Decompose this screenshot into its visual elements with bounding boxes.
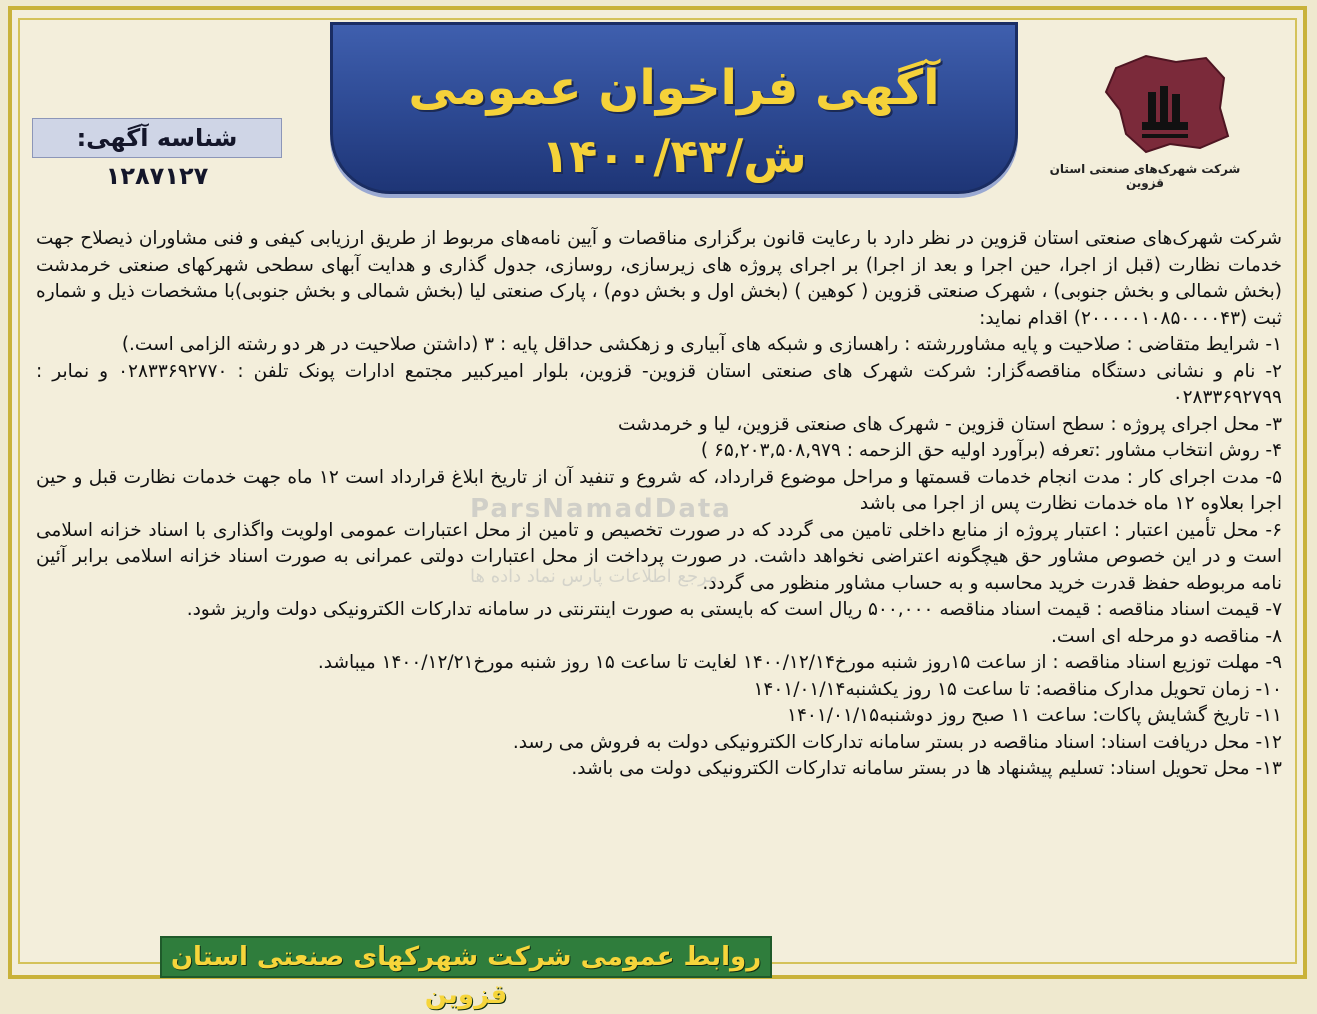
list-item: ۸- مناقصه دو مرحله ای است. <box>1050 625 1282 647</box>
list-item: ۱۰- زمان تحویل مدارک مناقصه: تا ساعت ۱۵ روز یکشنبه۱۴۰۱/۰۱/۱۴ <box>753 678 1282 700</box>
notice-body <box>36 226 1282 783</box>
watermark: ParsNamadData <box>470 494 732 524</box>
intro-paragraph: شرکت شهرک‌های صنعتی استان قزوین در نظر دارد با رعایت قانون برگزاری مناقصات و آیین نامه‌های مربوط از طریق ارزیابی کیفی و فنی مشاوران ذیصلاح جهت خدمات نظارت (قبل از اجرا، حین اجرا و بعد از اجرا) بر اجرای پروژه های زیرسازی، روسازی، جدول گذاری و هدایت آبهای سطحی شهرکهای صنعتی خرمدشت (بخش شمالی و بخش جنوبی) ، شهرک صنعتی قزوین ( کوهین ) (بخش اول و بخش دوم) ، پارک صنعتی لیا (بخش شمالی و بخش جنوبی)با مشخصات ذیل و شماره ثبت (۲۰۰۰۰۰۱۰۸۵۰۰۰۰۴۳) اقدام نماید: <box>36 228 1282 329</box>
header-banner <box>330 22 1018 194</box>
ad-id-badge: شناسه آگهی: ۱۲۸۷۱۲۷ <box>32 118 282 158</box>
company-logo <box>1040 48 1250 188</box>
iran-map-logo-icon <box>1096 48 1236 158</box>
notice-title: آگهی فراخوان عمومی <box>408 60 940 116</box>
logo-caption: شرکت شهرک‌های صنعتی استان قزوین <box>1049 162 1241 190</box>
watermark-subtext: مرجع اطلاعات پارس نماد داده ها <box>470 566 718 587</box>
list-item: ۱۲- محل دریافت اسناد: اسناد مناقصه در بستر سامانه تدارکات الکترونیکی دولت به فروش می رسد. <box>512 731 1282 753</box>
list-item: ۱- شرایط متقاضی : صلاحیت و پایه مشاوررشته : راهسازی و شبکه های آبیاری و زهکشی حداقل پایه : ۳ (داشتن صلاحیت در هر دو رشته الزامی است.) <box>121 334 1282 355</box>
notice-number: ۱۴۰۰/۴۳/ش <box>541 129 807 183</box>
list-item: ۳- محل اجرای پروژه : سطح استان قزوین - شهرک های صنعتی قزوین، لیا و خرمدشت <box>618 413 1282 435</box>
list-item: ۶- محل تأمین اعتبار : اعتبار پروژه از منابع داخلی تامین می گردد که در صورت تخصیص و تامین از محل اعتبارات عمومی اولویت واگذاری با اسناد خزانه اسلامی است و در این خصوص مشاور حق هیچگونه اعتراضی نخواهد داشت. در صورت پرداخت از محل اعتبارات دولتی عمرانی به صورت اسناد خزانه اسلامی برابر آئین نامه مربوطه حفظ قدرت خرید محاسبه و به حساب مشاور منظور می گردد. <box>36 519 1282 594</box>
list-item: ۲- نام و نشانی دستگاه مناقصه‌گزار: شرکت شهرک های صنعتی استان قزوین- قزوین، بلوار امیرکبیر مجتمع ادارات پونک تلفن : ۰۲۸۳۳۶۹۲۷۷۰ و نمابر : ۰۲۸۳۳۶۹۲۷۹۹ <box>36 360 1282 408</box>
list-item: ۹- مهلت توزیع اسناد مناقصه : از ساعت ۱۵روز شنبه مورخ۱۴۰۰/۱۲/۱۴ لغایت تا ساعت ۱۵ روز شنبه مورخ۱۴۰۰/۱۲/۲۱ میباشد. <box>317 652 1282 673</box>
list-item: ۷- قیمت اسناد مناقصه : قیمت اسناد مناقصه ۵۰۰,۰۰۰ ریال است که بایستی به صورت اینترنتی در سامانه تدارکات الکترونیکی دولت واریز شود. <box>186 599 1282 620</box>
footer-banner: روابط عمومی شرکت شهرکهای صنعتی استان قزوین <box>160 936 772 978</box>
list-item: ۱۳- محل تحویل اسناد: تسلیم پیشنهاد ها در بستر سامانه تدارکات الکترونیکی دولت می باشد. <box>571 758 1282 779</box>
list-item: ۱۱- تاریخ گشایش پاکات: ساعت ۱۱ صبح روز دوشنبه۱۴۰۱/۰۱/۱۵ <box>787 705 1282 726</box>
list-item: ۴- روش انتخاب مشاور :تعرفه (برآورد اولیه حق الزحمه : ۶۵,۲۰۳,۵۰۸,۹۷۹ ) <box>700 440 1282 461</box>
list-item: ۵- مدت اجرای کار : مدت انجام خدمات قسمتها و مراحل موضوع قرارداد، که شروع و تنفید آن از تاریخ ابلاغ قرارداد است ۱۲ ماه جهت خدمات نظارت قبل و حین اجرا بعلاوه ۱۲ ماه خدمات نظارت پس از اجرا می باشد <box>36 466 1282 514</box>
